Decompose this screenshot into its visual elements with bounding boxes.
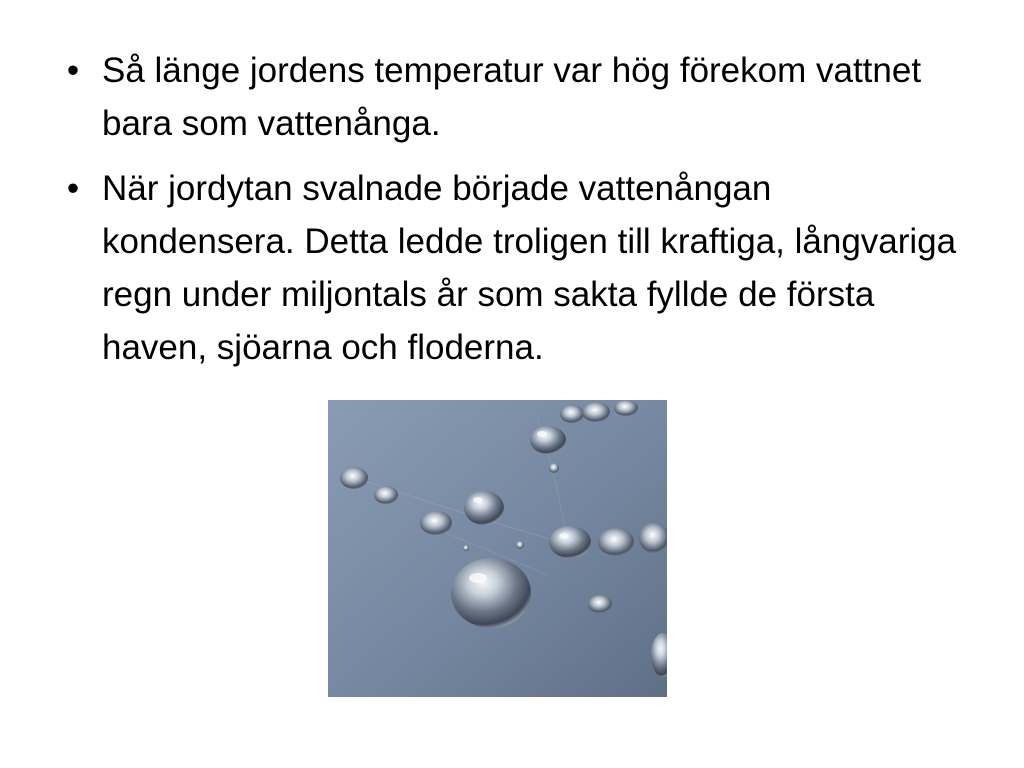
bullet-text: Så länge jordens temperatur var hög förekom vattnet bara som vattenånga.	[102, 51, 922, 143]
bullet-text: När jordytan svalnade började vattenångan kondensera. Detta ledde troligen till kraftiga, långvariga regn under miljontals år som sakta fyllde de första haven, sjöarna och floderna.	[102, 169, 957, 367]
bullet-list	[58, 44, 958, 386]
bullet-item	[58, 44, 958, 150]
bullet-dot: •	[66, 169, 80, 208]
water-droplets-photo	[328, 400, 667, 697]
bullet-item	[58, 162, 958, 374]
bullet-dot: •	[66, 51, 80, 90]
